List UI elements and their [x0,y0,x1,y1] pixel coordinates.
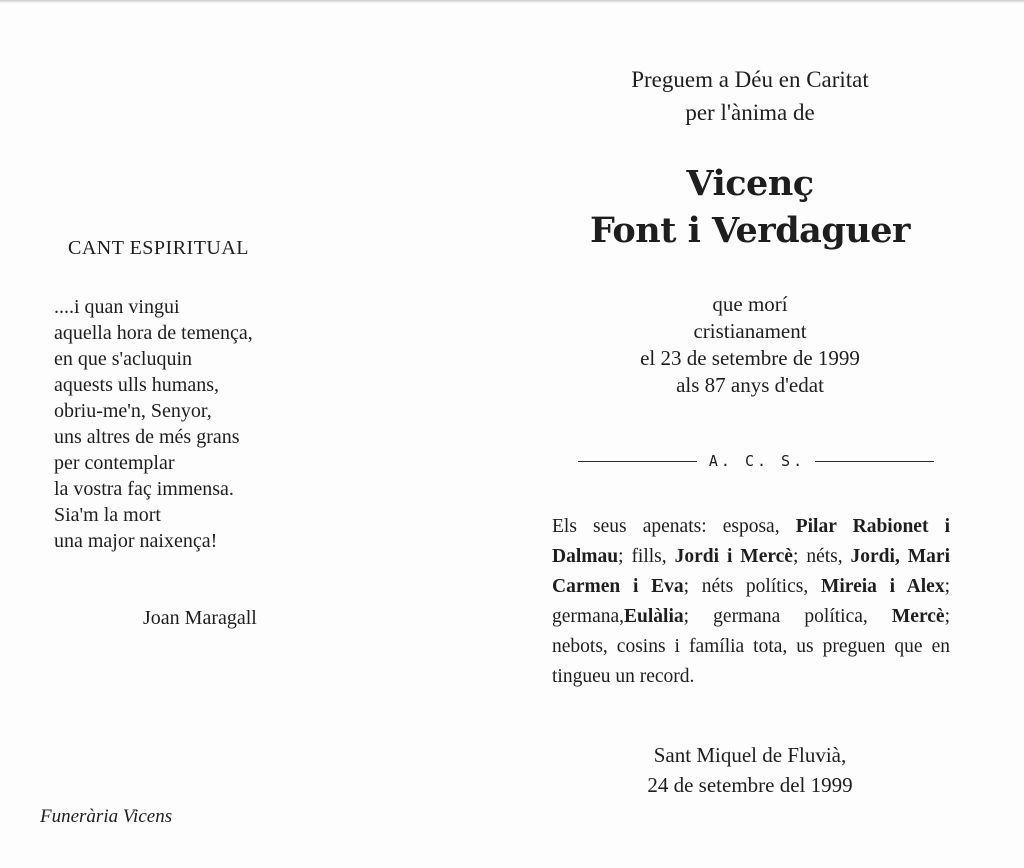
funeral-home: Funerària Vicens [40,806,173,827]
prayer-line: per l'ànima de [685,100,815,125]
place-and-date [512,740,988,800]
right-panel [512,0,1024,868]
poem-line: aquella hora de temença, [54,322,253,344]
death-date: el 23 de setembre de 1999 [640,346,860,370]
deceased-first-name: Vicenç [686,163,814,204]
poem-line: Sia'm la mort [54,504,161,526]
mourners-text: ; néts polítics, [683,576,821,597]
deceased-name [512,160,988,254]
poem-line: obriu-me'n, Senyor, [54,400,212,422]
prayer-heading [512,63,988,129]
acs-text: A. C. S. [708,452,806,470]
death-line: que morí [712,292,788,316]
mourner-name: Mireia i Alex [820,576,945,597]
poem-line: ....i quan vingui [54,296,180,318]
poem [54,294,253,554]
mourners-text: ; fills, [618,546,675,567]
mourners-text: ; néts, [792,546,851,567]
deceased-surnames: Font i Verdaguer [590,210,910,251]
mourners-paragraph [552,512,950,692]
poem-title: CANT ESPIRITUAL [68,237,250,259]
poem-line: uns altres de més grans [54,426,240,448]
mourners-text: ; germana, [552,576,951,627]
death-age: als 87 anys d'edat [676,373,824,397]
poem-line: la vostra faç immensa. [54,478,234,500]
prayer-line: Preguem a Déu en Caritat [631,67,869,92]
death-line: cristianament [693,319,807,343]
mourners-text: Els seus apenats: esposa, [552,516,796,537]
death-details [512,291,988,399]
mourner-name: Pilar Rabionet i Dalmau [552,516,950,567]
poem-line: per contemplar [54,452,175,474]
date: 24 de setembre del 1999 [647,773,853,797]
poem-line: en que s'acluquin [54,348,193,370]
acs-divider [578,449,934,473]
poem-line: aquests ulls humans, [54,374,219,396]
place: Sant Miquel de Fluvià, [653,743,847,767]
divider-rule-right [815,461,934,462]
mourners-text: ; germana política, [683,606,892,627]
mourner-name: Mercè [891,606,945,627]
mourners-text: ; nebots, cosins i família tota, us preguen que en tingueu un record. [552,606,950,687]
mourner-name: Jordi i Mercè [674,546,793,567]
poem-line: una major naixença! [54,530,218,552]
poem-author: Joan Maragall [143,607,257,629]
mourner-name: Jordi, Mari Carmen i Eva [552,546,950,597]
divider-rule-left [578,461,697,462]
mourner-name: Eulàlia [624,606,684,627]
